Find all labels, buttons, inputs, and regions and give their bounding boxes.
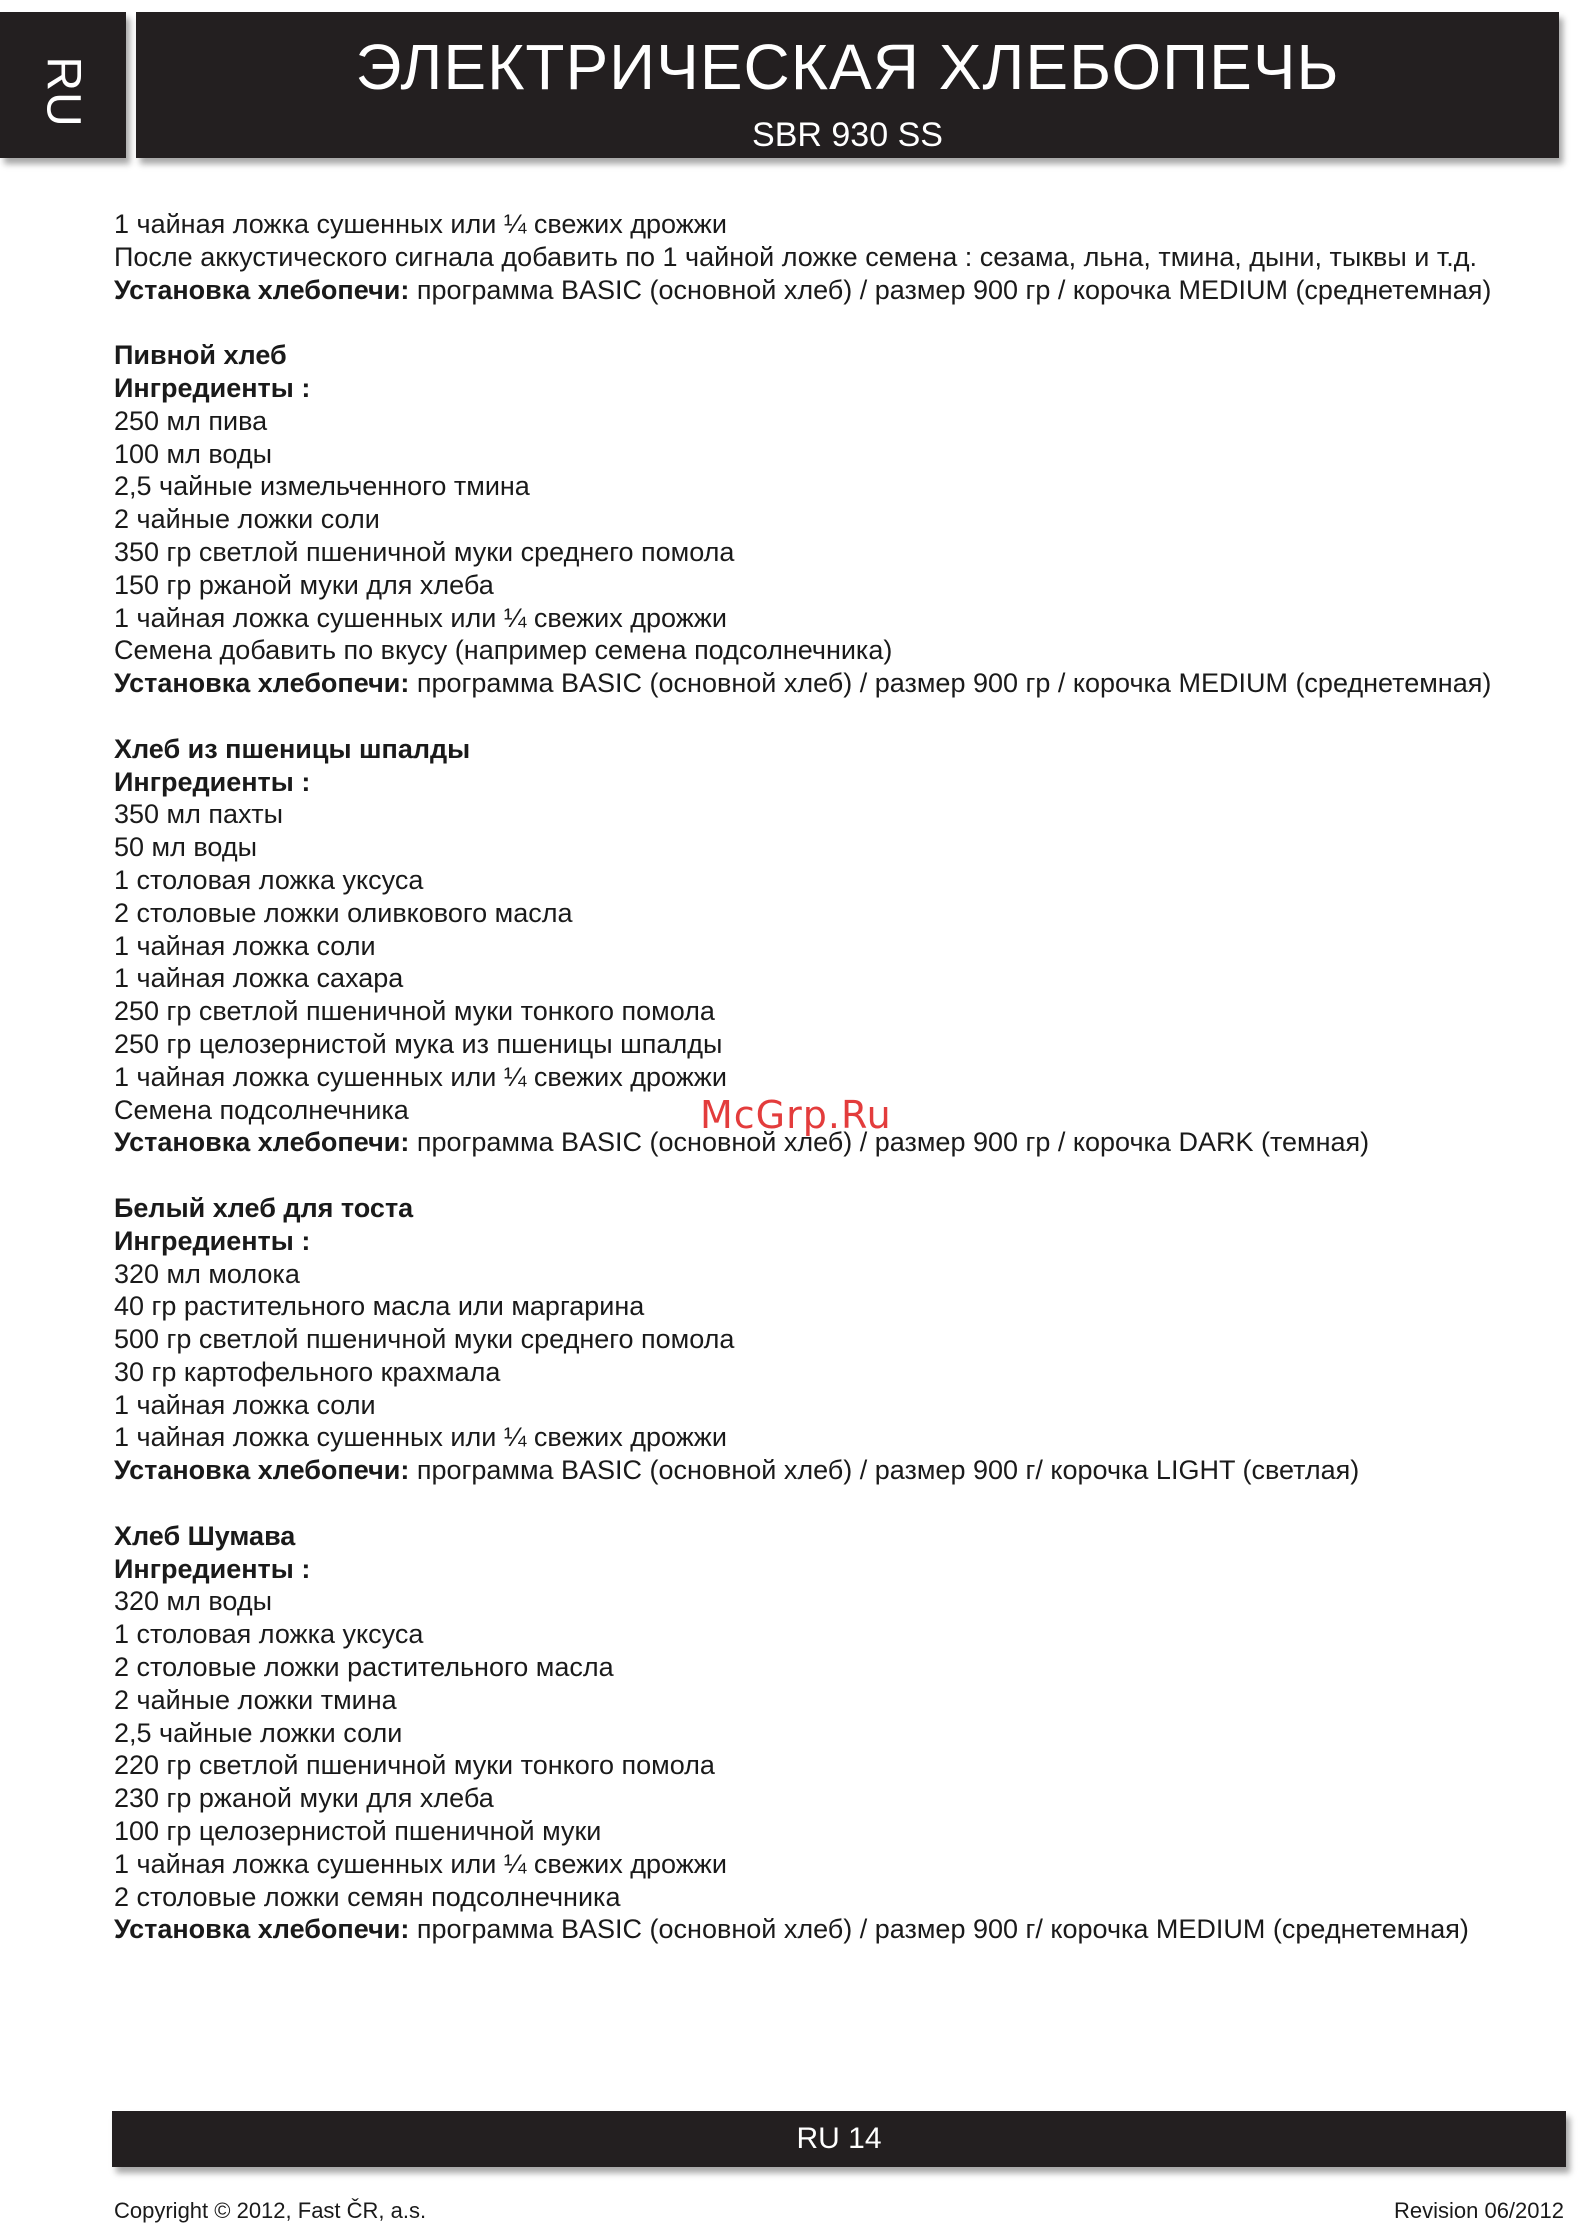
recipe-title: Пивной хлеб <box>114 340 287 371</box>
setting-line <box>114 1454 1564 1487</box>
ingredient-item: 320 мл воды <box>114 1586 272 1617</box>
recipe-title: Хлеб Шумава <box>114 1520 296 1551</box>
setting-value: программа BASIC (основной хлеб) / размер 900 г/ корочка LIGHT (светлая) <box>409 1455 1360 1486</box>
recipe-section <box>114 1520 1564 1946</box>
ingredient-item: 100 мл воды <box>114 438 272 469</box>
ingredients-heading: Ингредиенты : <box>114 1225 311 1256</box>
setting-line <box>114 1913 1564 1946</box>
setting-value: программа BASIC (основной хлеб) / размер 900 гр / корочка DARK (темная) <box>409 1127 1370 1158</box>
ingredient-item: 1 чайная ложка соли <box>114 930 376 961</box>
ingredient-item: 100 гр целозернистой пшеничной муки <box>114 1816 602 1847</box>
recipe-title: Хлеб из пшеницы шпалды <box>114 733 471 764</box>
setting-label: Установка хлебопечи: <box>114 1127 410 1158</box>
ingredient-item: 230 гр ржаной муки для хлеба <box>114 1783 494 1814</box>
ingredient-item: 350 гр светлой пшеничной муки среднего помола <box>114 536 735 567</box>
ingredient-item: 30 гр картофельного крахмала <box>114 1356 501 1387</box>
ingredient-item: 1 чайная ложка сушенных или ¼ свежих дрожжи <box>114 602 727 633</box>
ingredient-item: 250 мл пива <box>114 405 268 436</box>
ingredient-item: 2 столовые ложки растительного масла <box>114 1652 614 1683</box>
ingredient-item: 40 гр растительного масла или маргарина <box>114 1291 645 1322</box>
watermark: McGrp.Ru <box>700 1093 892 1137</box>
setting-value: программа BASIC (основной хлеб) / размер 900 г/ корочка MEDIUM (среднетемная) <box>409 1914 1469 1945</box>
ingredient-item: 2 чайные ложки тмина <box>114 1684 397 1715</box>
ingredient-item: 350 мл пахты <box>114 799 283 830</box>
setting-value: программа BASIC (основной хлеб) / размер 900 гр / корочка MEDIUM (среднетемная) <box>409 274 1492 305</box>
recipe-section <box>114 1192 1564 1487</box>
setting-value: программа BASIC (основной хлеб) / размер 900 гр / корочка MEDIUM (среднетемная) <box>409 668 1492 699</box>
recipe-title: Белый хлеб для тоста <box>114 1192 414 1223</box>
setting-label: Установка хлебопечи: <box>114 1914 410 1945</box>
document-body <box>114 208 1564 1946</box>
setting-line <box>114 274 1564 307</box>
ingredient-item: 2 столовые ложки семян подсолнечника <box>114 1881 621 1912</box>
ingredient-item: 150 гр ржаной муки для хлеба <box>114 569 494 600</box>
language-code: RU <box>36 56 90 128</box>
ingredients-heading: Ингредиенты : <box>114 766 311 797</box>
recipe-section <box>114 339 1564 700</box>
setting-label: Установка хлебопечи: <box>114 668 410 699</box>
ingredient-item: 1 столовая ложка уксуса <box>114 1619 424 1650</box>
ingredient-item: 50 мл воды <box>114 832 257 863</box>
ingredient-item: Семена подсолнечника <box>114 1094 409 1125</box>
ingredient-item: 2 чайные ложки соли <box>114 504 380 535</box>
ingredient-item: 220 гр светлой пшеничной муки тонкого помола <box>114 1750 715 1781</box>
ingredient-item: 2,5 чайные ложки соли <box>114 1717 403 1748</box>
text-line: 1 чайная ложка сушенных или ¼ свежих дрожжи <box>114 209 727 239</box>
ingredient-item: 250 гр светлой пшеничной муки тонкого помола <box>114 996 715 1027</box>
ingredient-item: 500 гр светлой пшеничной муки среднего помола <box>114 1324 735 1355</box>
text-line: После аккустического сигнала добавить по 1 чайной ложке семена : сезама, льна, тмина, дыни, тыквы и т.д. <box>114 241 1478 272</box>
setting-line <box>114 667 1564 700</box>
ingredients-heading: Ингредиенты : <box>114 1553 311 1584</box>
ingredient-item: 1 столовая ложка уксуса <box>114 864 424 895</box>
page-number: RU 14 <box>796 2122 882 2155</box>
ingredient-item: 1 чайная ложка сушенных или ¼ свежих дрожжи <box>114 1422 727 1453</box>
ingredient-item: 1 чайная ложка сушенных или ¼ свежих дрожжи <box>114 1061 727 1092</box>
language-tab <box>0 12 126 158</box>
revision: Revision 06/2012 <box>1393 2198 1564 2223</box>
ingredient-item: 1 чайная ложка сахара <box>114 963 404 994</box>
ingredient-item: 1 чайная ложка соли <box>114 1389 376 1420</box>
copyright: Copyright © 2012, Fast ČR, a.s. <box>114 2198 427 2223</box>
ingredients-heading: Ингредиенты : <box>114 372 311 403</box>
header-banner <box>136 12 1559 158</box>
ingredient-item: 1 чайная ложка сушенных или ¼ свежих дрожжи <box>114 1848 727 1879</box>
setting-label: Установка хлебопечи: <box>114 274 410 305</box>
page-title: ЭЛЕКТРИЧЕСКАЯ ХЛЕБОПЕЧЬ <box>355 31 1340 103</box>
setting-label: Установка хлебопечи: <box>114 1455 410 1486</box>
model-number: SBR 930 SS <box>752 116 943 154</box>
page-number-bar <box>112 2111 1566 2167</box>
ingredient-item: 250 гр целозернистой мука из пшеницы шпалды <box>114 1028 723 1059</box>
ingredient-item: 2,5 чайные измельченного тмина <box>114 471 530 502</box>
ingredient-item: 320 мл молока <box>114 1258 300 1289</box>
ingredient-item: Семена добавить по вкусу (например семена подсолнечника) <box>114 635 893 666</box>
ingredient-item: 2 столовые ложки оливкового масла <box>114 897 573 928</box>
